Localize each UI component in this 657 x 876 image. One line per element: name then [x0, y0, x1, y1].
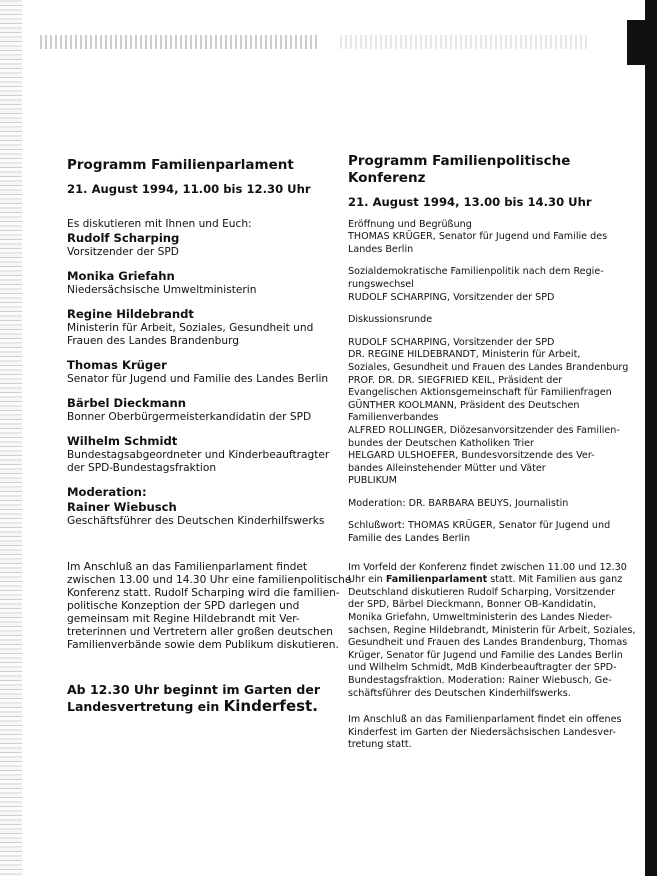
text-line: GÜNTHER KOOLMANN, Präsident des Deutschen: [348, 399, 580, 411]
scan-edge-left: [0, 0, 22, 876]
text-line: statt. Mit Familien aus ganz: [490, 574, 623, 586]
participant-role: Bundestagsabgeordneter und Kinderbeauftragter: [67, 449, 330, 461]
text-line: Diskussionsrunde: [348, 314, 433, 326]
left-intro: Es diskutieren mit Ihnen und Euch:: [67, 218, 252, 230]
text-line: PUBLIKUM: [348, 475, 397, 487]
text-line: schäftsführer des Deutschen Kinderhilfswerks.: [348, 687, 571, 699]
agenda: [348, 219, 640, 546]
agenda-block4: [348, 337, 640, 488]
participant-role: Bonner Oberbürgermeisterkandidatin der SPD: [67, 411, 312, 423]
text-line: und Wilhelm Schmidt, MdB Kinderbeauftragter der SPD-: [348, 662, 617, 674]
text-line: Schlußwort: THOMAS KRÜGER, Senator für Jugend und: [348, 520, 611, 532]
text-line: Kinderfest im Garten der Niedersächsischen Landesver-: [348, 726, 616, 738]
text-line: bandes Alleinstehender Mütter und Väter: [348, 462, 546, 474]
text-line: PROF. DR. DR. SIEGFRIED KEIL, Präsident der: [348, 374, 563, 386]
participant-role: Vorsitzender der SPD: [67, 246, 179, 258]
text-line: THOMAS KRÜGER, Senator für Jugend und Familie des: [348, 231, 608, 243]
familienparlament-bold: Familienparlament: [385, 574, 488, 586]
participant-entry: [67, 396, 342, 424]
text-line: Eröffnung und Begrüßung: [348, 218, 472, 230]
left-title: Programm Familienparlament: [67, 157, 294, 173]
participant-role: Niedersächsische Umweltministerin: [67, 284, 257, 296]
agenda-block1: [348, 219, 640, 257]
right-date: 21. August 1994, 13.00 bis 14.30 Uhr: [348, 195, 592, 209]
text-line: Landes Berlin: [348, 243, 414, 255]
vorfeld-paragraph: [348, 562, 640, 701]
participant-entry: [67, 358, 342, 386]
text-line: politische Konzeption der SPD darlegen und: [67, 600, 300, 612]
text-line: ALFRED ROLLINGER, Diözesanvorsitzender des Familien-: [348, 424, 620, 436]
moderator-name: Rainer Wiebusch: [67, 500, 177, 514]
participant-role: Senator für Jugend und Familie des Landes Berlin: [67, 373, 329, 385]
text-line: DR. REGINE HILDEBRANDT, Ministerin für Arbeit,: [348, 349, 581, 361]
scan-edge-right: [645, 0, 657, 876]
kinderfest-announcement: [67, 682, 342, 715]
text-line: Soziales, Gesundheit und Frauen des Landes Brandenburg: [348, 361, 629, 373]
participant-name: Wilhelm Schmidt: [67, 434, 178, 448]
scan-smudge: [40, 35, 320, 49]
text-line: Gesundheit und Frauen des Landes Brandenburg, Thomas: [348, 637, 628, 649]
text-line: Evangelischen Aktionsgemeinschaft für Familienfragen: [348, 387, 612, 399]
participant-list: [67, 231, 342, 475]
text-line: Krüger, Senator für Jugend und Familie des Landes Berlin: [348, 649, 623, 661]
text-line: Familie des Landes Berlin: [348, 533, 471, 545]
text-line: gemeinsam mit Regine Hildebrandt mit Ver-: [67, 613, 300, 625]
text-line: Bundestagsfraktion. Moderation: Rainer Wiebusch, Ge-: [348, 675, 612, 686]
right-title: Programm Familienpolitische Konferenz: [348, 153, 571, 186]
left-date: 21. August 1994, 11.00 bis 12.30 Uhr: [67, 182, 311, 196]
kinderfest-line: Landesvertretung ein: [67, 699, 220, 714]
text-line: zwischen 13.00 und 14.30 Uhr eine familienpolitische: [67, 574, 352, 586]
text-line: Im Anschluß an das Familienparlament findet ein offenes: [348, 714, 622, 726]
participant-name: Rudolf Scharping: [67, 231, 180, 245]
text-line: Im Vorfeld der Konferenz findet zwischen 11.00 und 12.30: [348, 561, 627, 573]
text-line: sachsen, Regine Hildebrandt, Ministerin für Arbeit, Soziales,: [348, 624, 636, 636]
agenda-block2: [348, 266, 640, 304]
text-line: Moderation: DR. BARBARA BEUYS, Journalistin: [348, 497, 569, 509]
moderation-label: Moderation:: [67, 485, 147, 499]
anschluss-paragraph: [348, 714, 640, 752]
participant-entry: [67, 307, 342, 348]
text-line: Deutschland diskutieren Rudolf Scharping, Vorsitzender: [348, 586, 616, 598]
left-paragraph: [67, 561, 352, 652]
text-line: tretung statt.: [348, 739, 412, 751]
participant-name: Monika Griefahn: [67, 269, 175, 283]
text-line: Im Anschluß an das Familienparlament findet: [67, 561, 308, 573]
participant-name: Regine Hildebrandt: [67, 307, 194, 321]
moderator-role: Geschäftsführer des Deutschen Kinderhilfswerks: [67, 515, 325, 527]
scan-smudge: [340, 35, 590, 49]
participant-name: Thomas Krüger: [67, 358, 167, 372]
participant-entry: [67, 231, 342, 259]
text-line: RUDOLF SCHARPING, Vorsitzender der SPD: [348, 291, 555, 303]
text-line: bundes der Deutschen Katholiken Trier: [348, 437, 534, 449]
agenda-block3: [348, 314, 640, 327]
text-line: rungswechsel: [348, 278, 414, 290]
text-line: Familienverbandes: [348, 412, 439, 424]
moderation-entry: [67, 485, 342, 528]
agenda-block6: [348, 520, 640, 545]
text-line: HELGARD ULSHOEFER, Bundesvorsitzende des Ver-: [348, 450, 595, 462]
participant-entry: [67, 269, 342, 297]
familienparlament-program: [67, 157, 352, 715]
kinderfest-line: Ab 12.30 Uhr beginnt im Garten der: [67, 682, 321, 697]
konferenz-program: [348, 153, 640, 752]
text-line: Konferenz statt. Rudolf Scharping wird die familien-: [67, 587, 340, 599]
participant-role: der SPD-Bundestagsfraktion: [67, 462, 217, 474]
text-line: RUDOLF SCHARPING, Vorsitzender der SPD: [348, 336, 555, 348]
agenda-block5: [348, 498, 640, 511]
participant-name: Bärbel Dieckmann: [67, 396, 187, 410]
text-line: Familienverbände sowie dem Publikum diskutieren.: [67, 639, 339, 651]
participant-role: Ministerin für Arbeit, Soziales, Gesundheit und: [67, 322, 314, 334]
participant-role: Frauen des Landes Brandenburg: [67, 335, 239, 347]
scan-corner-mark: [627, 20, 657, 65]
text-line: treterinnen und Vertretern aller großen deutschen: [67, 626, 333, 638]
kinderfest-word: Kinderfest.: [223, 697, 318, 715]
text-line: Monika Griefahn, Umweltministerin des Landes Nieder-: [348, 612, 613, 624]
text-line: der SPD, Bärbel Dieckmann, Bonner OB-Kandidatin,: [348, 599, 597, 611]
participant-entry: [67, 434, 342, 475]
text-line: Uhr ein: [348, 574, 383, 586]
text-line: Sozialdemokratische Familienpolitik nach dem Regie-: [348, 266, 604, 278]
